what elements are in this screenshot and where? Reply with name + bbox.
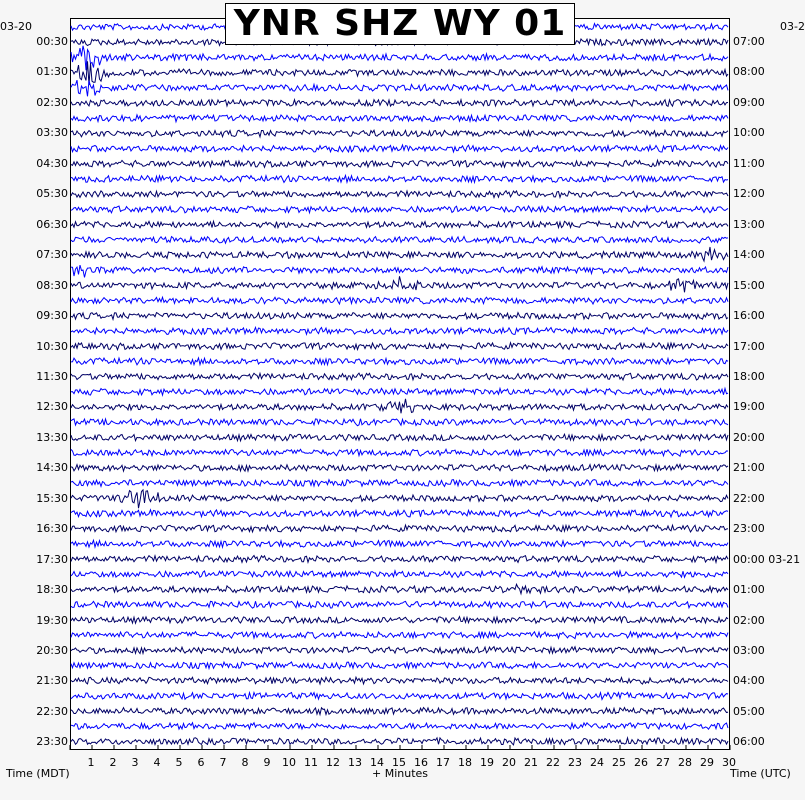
right-time-value: 18:00	[733, 369, 765, 383]
x-tick-label: 14	[370, 756, 384, 769]
right-time-value: 01:00	[733, 583, 765, 597]
trace-line	[71, 571, 728, 578]
right-time-value: 08:00	[733, 65, 765, 79]
x-tick-label: 21	[524, 756, 538, 769]
left-time-label: 23:30	[36, 735, 68, 749]
right-time-label	[733, 371, 765, 383]
left-time-label: 09:30	[36, 309, 68, 323]
right-time-label	[733, 584, 765, 596]
right-time-label	[733, 127, 765, 139]
left-time-label: 21:30	[36, 674, 68, 688]
left-time-label: 03:30	[36, 126, 68, 140]
trace-line	[71, 692, 728, 699]
seismogram-plot	[70, 18, 730, 758]
start-date-label: 03-20	[0, 20, 32, 33]
right-time-label	[733, 523, 765, 535]
right-time-label	[733, 645, 765, 657]
right-time-value: 21:00	[733, 461, 765, 475]
left-time-label: 01:30	[36, 65, 68, 79]
trace-line	[71, 510, 728, 517]
trace-line	[71, 191, 728, 198]
left-time-label: 18:30	[36, 583, 68, 597]
trace-line	[71, 601, 728, 608]
trace-line	[71, 677, 728, 684]
x-tick-label: 23	[568, 756, 582, 769]
x-tick-label: 9	[263, 756, 271, 769]
x-tick-label: 25	[612, 756, 626, 769]
x-tick-label: 19	[480, 756, 494, 769]
trace-line	[71, 617, 728, 624]
right-time-value: 20:00	[733, 430, 765, 444]
left-time-label: 11:30	[36, 369, 68, 383]
left-time-label: 10:30	[36, 339, 68, 353]
x-tick-label: 30	[722, 756, 736, 769]
trace-line	[71, 632, 728, 639]
trace-line	[71, 327, 728, 334]
trace-line	[71, 480, 728, 487]
right-time-label	[733, 188, 765, 200]
trace-line	[71, 464, 728, 471]
x-tick-label: 16	[414, 756, 428, 769]
right-time-label	[733, 432, 765, 444]
left-time-label: 05:30	[36, 187, 68, 201]
x-tick-label: 10	[282, 756, 296, 769]
trace-line	[71, 130, 728, 137]
trace-line	[71, 708, 728, 715]
trace-line	[71, 115, 728, 122]
trace-line	[71, 449, 728, 456]
trace-line	[71, 343, 728, 350]
trace-line	[71, 221, 728, 228]
trace-line	[71, 556, 728, 563]
left-time-label: 00:30	[36, 35, 68, 48]
right-time-value: 17:00	[733, 339, 765, 353]
right-time-label	[733, 310, 765, 322]
x-tick-label: 15	[392, 756, 406, 769]
x-tick-label: 6	[197, 756, 205, 769]
x-tick-label: 28	[678, 756, 692, 769]
right-time-value: 19:00	[733, 400, 765, 414]
left-time-label: 16:30	[36, 522, 68, 536]
trace-line	[71, 723, 728, 730]
chart-title: YNR SHZ WY 01	[225, 3, 575, 45]
left-time-label: 07:30	[36, 248, 68, 262]
right-time-value: 14:00	[733, 248, 765, 262]
left-time-label: 17:30	[36, 552, 68, 566]
right-time-label	[733, 97, 765, 109]
trace-line	[71, 276, 728, 292]
right-time-label	[733, 280, 765, 292]
right-time-value: 10:00	[733, 126, 765, 140]
x-tick-label: 13	[348, 756, 362, 769]
trace-line	[71, 176, 728, 183]
right-time-label	[733, 554, 800, 566]
x-tick-label: 4	[153, 756, 161, 769]
trace-line	[71, 80, 728, 96]
right-time-value: 00:00	[733, 552, 765, 566]
left-time-label: 22:30	[36, 704, 68, 718]
right-time-label	[733, 158, 765, 170]
trace-line	[71, 540, 728, 547]
trace-line	[71, 419, 728, 426]
trace-line	[71, 46, 728, 70]
left-time-label: 20:30	[36, 644, 68, 657]
trace-line	[71, 160, 728, 167]
right-time-label	[733, 249, 765, 261]
x-tick-label: 17	[436, 756, 450, 769]
right-time-label	[733, 615, 765, 627]
trace-line	[71, 738, 728, 745]
x-tick-label: 29	[700, 756, 714, 769]
x-tick-label: 7	[219, 756, 227, 769]
x-tick-label: 8	[241, 756, 249, 769]
right-time-label	[733, 401, 765, 413]
right-time-label	[733, 706, 765, 718]
trace-line	[71, 358, 728, 365]
right-time-value: 15:00	[733, 278, 765, 292]
next-date-label: 03-21	[764, 552, 801, 566]
x-tick-label: 2	[109, 756, 117, 769]
right-time-value: 05:00	[733, 704, 765, 718]
right-time-value: 11:00	[733, 156, 765, 170]
right-time-value: 13:00	[733, 217, 765, 231]
right-time-label	[733, 462, 765, 474]
left-time-label: 08:30	[36, 278, 68, 292]
right-time-label	[733, 66, 765, 78]
right-time-value: 22:00	[733, 491, 765, 505]
trace-line	[71, 265, 728, 277]
x-tick-label: 22	[546, 756, 560, 769]
left-time-label: 06:30	[36, 217, 68, 231]
trace-line	[71, 61, 728, 85]
right-time-value: 03:00	[733, 644, 765, 657]
x-tick-label: 11	[304, 756, 318, 769]
x-axis-title: + Minutes	[372, 767, 429, 780]
x-tick-label: 24	[590, 756, 604, 769]
x-tick-label: 12	[326, 756, 340, 769]
right-time-label	[733, 341, 765, 353]
right-time-label	[733, 675, 765, 687]
trace-line	[71, 662, 728, 669]
right-time-label	[733, 493, 765, 505]
trace-line	[71, 100, 728, 107]
trace-line	[71, 490, 728, 508]
right-time-value: 07:00	[733, 35, 765, 48]
x-tick-label: 5	[175, 756, 183, 769]
right-time-label	[733, 219, 765, 231]
right-time-value: 16:00	[733, 309, 765, 323]
trace-line	[71, 399, 728, 413]
right-time-value: 09:00	[733, 95, 765, 109]
x-tick-label: 27	[656, 756, 670, 769]
left-time-label: 19:30	[36, 613, 68, 627]
left-time-label: 13:30	[36, 430, 68, 444]
right-axis-title: Time (UTC)	[730, 767, 791, 780]
x-tick-label: 20	[502, 756, 516, 769]
x-tick-label: 1	[87, 756, 95, 769]
right-time-value: 06:00	[733, 735, 765, 749]
left-time-label: 04:30	[36, 156, 68, 170]
right-time-label	[733, 36, 765, 48]
x-tick-label: 18	[458, 756, 472, 769]
right-time-value: 12:00	[733, 187, 765, 201]
left-time-label: 02:30	[36, 95, 68, 109]
left-time-label: 12:30	[36, 400, 68, 414]
trace-line	[71, 236, 728, 243]
right-time-value: 02:00	[733, 613, 765, 627]
x-tick-label: 3	[131, 756, 139, 769]
trace-line	[71, 434, 728, 441]
right-time-label	[733, 736, 765, 748]
x-tick-label: 26	[634, 756, 648, 769]
trace-line	[71, 525, 728, 532]
left-time-label: 15:30	[36, 491, 68, 505]
trace-line	[71, 373, 728, 380]
trace-line	[71, 206, 728, 213]
trace-line	[71, 313, 728, 320]
left-time-label: 14:30	[36, 461, 68, 475]
trace-line	[71, 647, 728, 654]
utc-date-label: 03-2	[780, 20, 805, 33]
right-time-value: 04:00	[733, 674, 765, 688]
left-axis-title: Time (MDT)	[6, 767, 70, 780]
trace-line	[71, 297, 728, 304]
trace-line	[71, 145, 728, 152]
right-time-value: 23:00	[733, 522, 765, 536]
trace-line	[71, 388, 728, 395]
trace-line	[71, 247, 728, 261]
trace-line	[71, 584, 728, 593]
